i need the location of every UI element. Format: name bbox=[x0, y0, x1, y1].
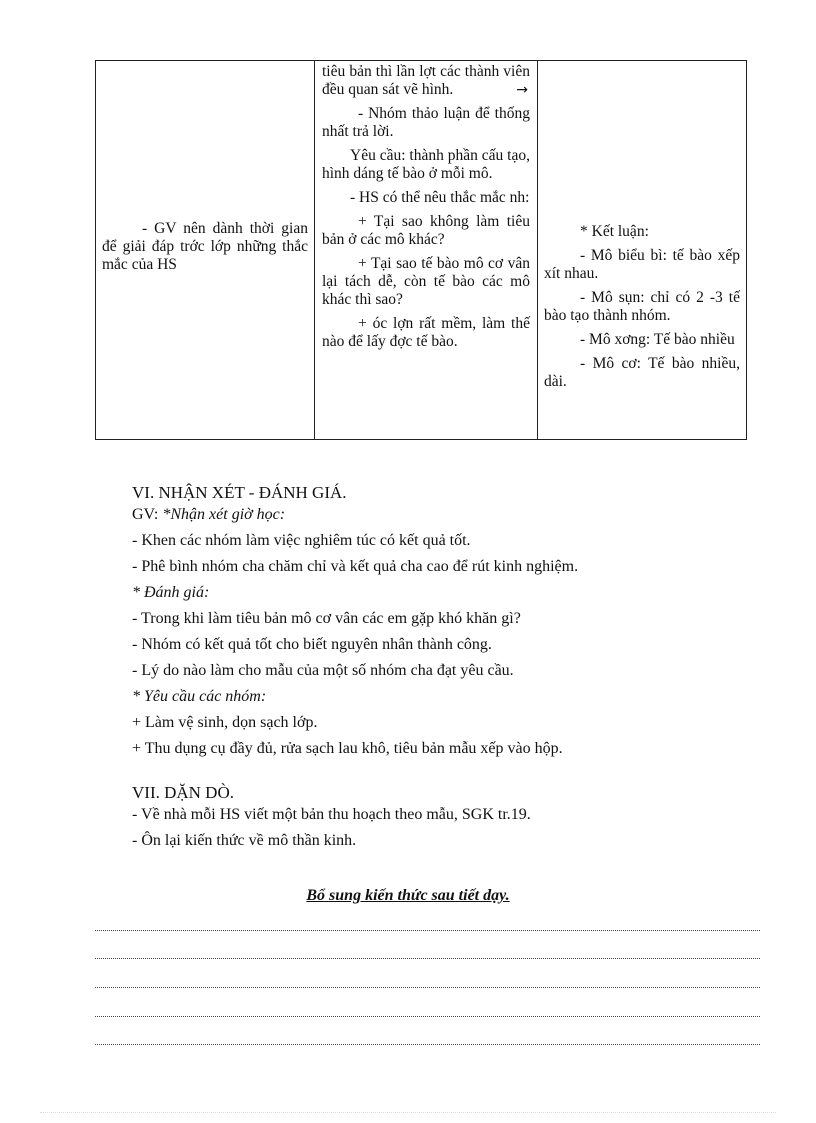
dotted-line bbox=[95, 958, 760, 959]
table-row bbox=[96, 61, 747, 440]
gv-label: GV: bbox=[132, 506, 163, 523]
student-activity-cell bbox=[315, 61, 538, 440]
question-line: - Lý do nào làm cho mẫu của một số nhóm cha đạt yêu cầu. bbox=[132, 662, 514, 679]
criticism-line: - Phê bình nhóm cha chăm chỉ và kết quả cha cao để rút kinh nghiệm. bbox=[132, 558, 579, 575]
arrow-icon: → bbox=[516, 82, 528, 98]
homework-line: - Ôn lại kiến thức về mô thần kinh. bbox=[132, 832, 357, 849]
question-line: - Nhóm có kết quả tốt cho biết nguyên nhân thành công. bbox=[132, 636, 492, 653]
section-title: VI. NHẬN XÉT - ĐÁNH GIÁ. bbox=[132, 483, 347, 502]
request-label: * Yêu cầu các nhóm: bbox=[132, 688, 267, 705]
activity-text: tiêu bản thì lần lợt các thành viên đều quan sát vẽ hình. bbox=[322, 63, 530, 98]
request-line: + Thu dụng cụ đầy đủ, rửa sạch lau khô, tiêu bản mẫu xếp vào hộp. bbox=[132, 740, 563, 757]
activity-paragraph: + Tại sao không làm tiêu bản ở các mô khác? bbox=[322, 213, 530, 248]
activity-paragraph: + óc lợn rất mềm, làm thế nào để lấy đợc tế bào. bbox=[322, 315, 530, 350]
activity-paragraph bbox=[322, 63, 530, 99]
dotted-line bbox=[95, 1016, 760, 1017]
lesson-table bbox=[95, 60, 747, 440]
praise-line: - Khen các nhóm làm việc nghiêm túc có kết quả tốt. bbox=[132, 532, 471, 549]
activity-paragraph: + Tại sao tế bào mô cơ vân lại tách dễ, còn tế bào các mô khác thì sao? bbox=[322, 255, 530, 308]
teacher-note-cell bbox=[96, 61, 315, 440]
dotted-line bbox=[95, 987, 760, 988]
question-line: - Trong khi làm tiêu bản mô cơ vân các em gặp khó khăn gì? bbox=[132, 610, 521, 627]
evaluation-section bbox=[132, 480, 752, 762]
activity-paragraph: - HS có thể nêu thắc mắc nh: bbox=[350, 189, 530, 206]
teacher-note-text: - GV nên dành thời gian để giải đáp trớc lớp những thắc mắc của HS bbox=[102, 220, 308, 273]
activity-paragraph: - Nhóm thảo luận để thống nhất trả lời. bbox=[322, 105, 530, 140]
dotted-line bbox=[95, 1044, 760, 1045]
conclusion-heading: * Kết luận: bbox=[580, 223, 649, 240]
gv-italic-label: *Nhận xét giờ học: bbox=[162, 506, 286, 523]
conclusion-item: - Mô biểu bì: tế bào xếp xít nhau. bbox=[544, 247, 740, 282]
conclusion-cell bbox=[538, 61, 747, 440]
supplement-title: Bổ sung kiến thức sau tiết dạy. bbox=[306, 887, 510, 904]
activity-paragraph: Yêu cầu: thành phần cấu tạo, hình dáng tế bào ở mỗi mô. bbox=[322, 147, 530, 182]
homework-line: - Về nhà mỗi HS viết một bản thu hoạch theo mẫu, SGK tr.19. bbox=[132, 806, 531, 823]
conclusion-item: - Mô xơng: Tế bào nhiều bbox=[580, 331, 735, 348]
section-title: VII. DẶN DÒ. bbox=[132, 783, 234, 802]
student-activity-content bbox=[315, 61, 537, 439]
dotted-line bbox=[95, 930, 760, 931]
page-edge-line bbox=[40, 1112, 776, 1113]
request-line: + Làm vệ sinh, dọn sạch lớp. bbox=[132, 714, 318, 731]
conclusion-item: - Mô sụn: chỉ có 2 -3 tế bào tạo thành nhóm. bbox=[544, 289, 740, 324]
homework-section bbox=[132, 780, 752, 854]
assessment-label: * Đánh giá: bbox=[132, 584, 210, 601]
conclusion-item: - Mô cơ: Tế bào nhiều, dài. bbox=[544, 355, 740, 390]
conclusion-content bbox=[538, 223, 746, 439]
gv-line bbox=[132, 502, 752, 528]
